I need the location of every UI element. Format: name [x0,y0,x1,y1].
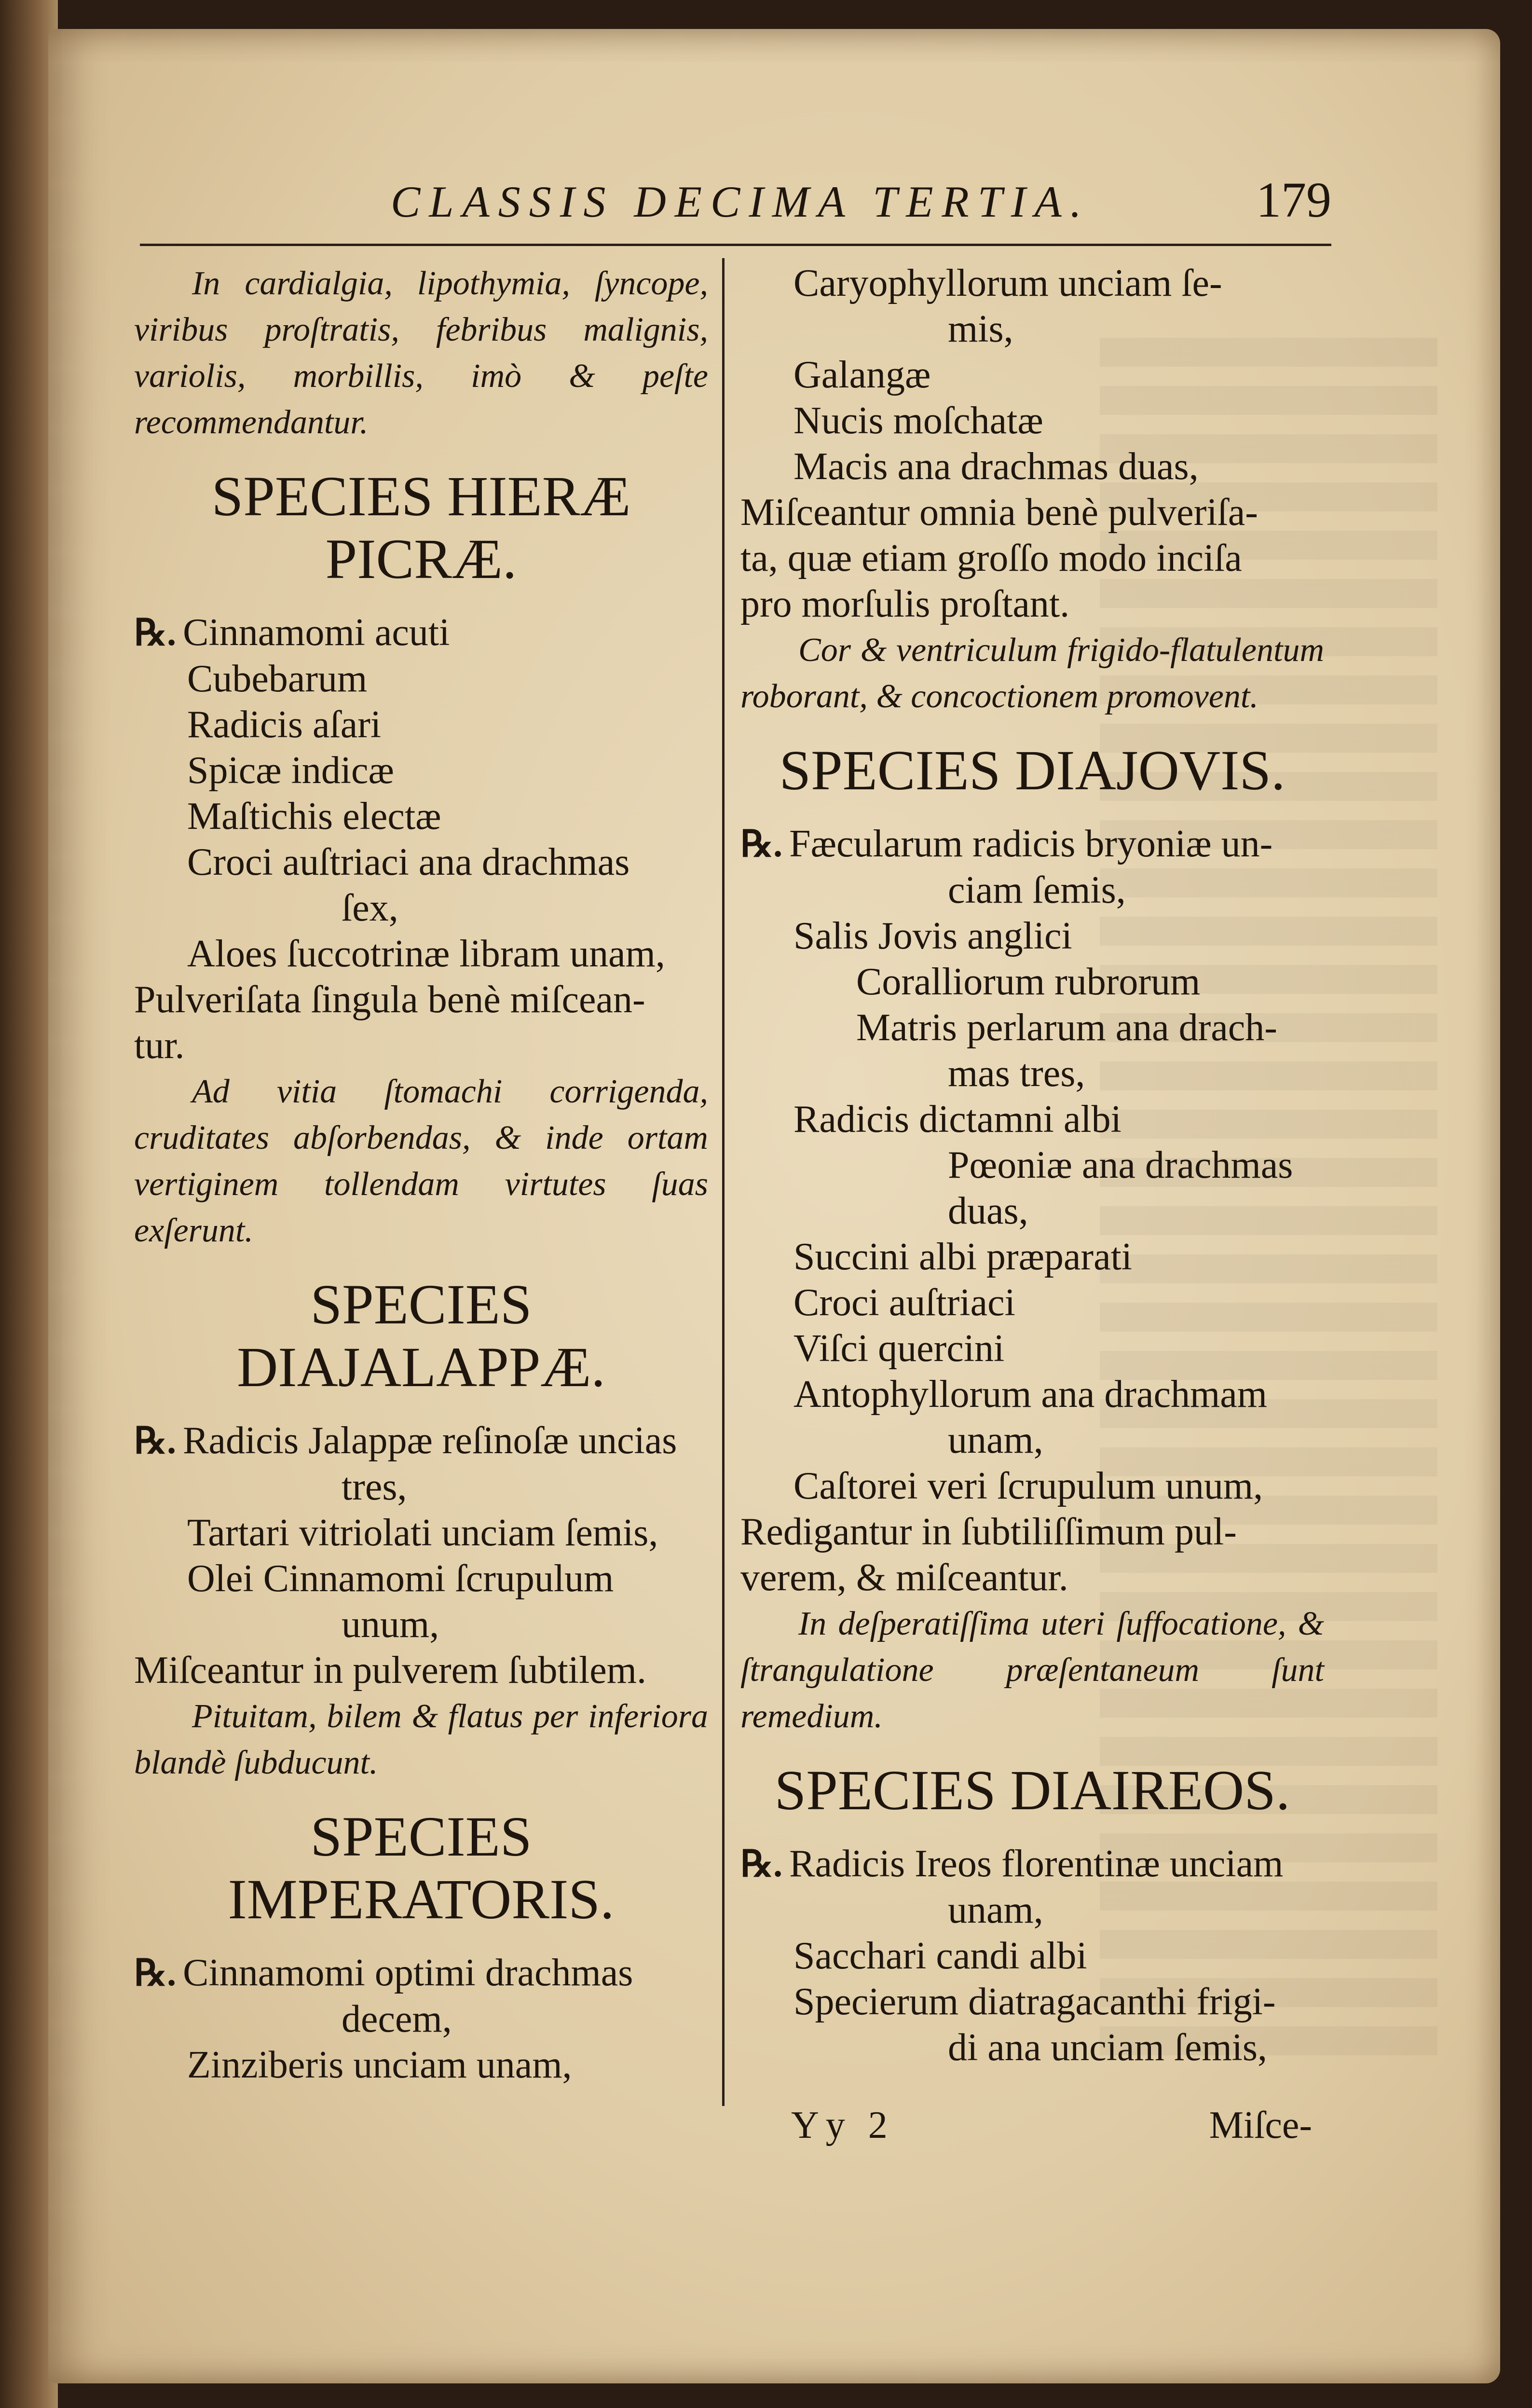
recipe-line-text: Pœoniæ ana drachmas [948,1144,1293,1186]
annotation-text: Cor & ventriculum frigido-flatulentum roborant, & concoctionem promovent. [740,632,1324,715]
recipe-line [740,444,1324,490]
recipe-line-text: Spicæ indicæ [187,749,394,792]
recipe-line [740,1280,1324,1326]
recipe-line-text: di ana unciam ſemis, [948,2026,1268,2069]
catchword: Miſce- [1209,2104,1312,2147]
signature-mark: Yy 2 [791,2104,894,2147]
recipe-line [740,867,1324,913]
recipe-line [740,490,1324,536]
annotation-paragraph [740,1601,1324,1740]
recipe-line-text: duas, [948,1190,1028,1232]
recipe-line-text: Macis ana drachmas duas, [793,445,1199,488]
recipe-line [740,2025,1324,2071]
recipe-line [740,1887,1324,1933]
recipe-line [740,1005,1324,1051]
recipe-line [134,1556,708,1602]
right-column [740,261,1324,2071]
recipe-line [134,702,708,748]
annotation-paragraph [134,261,708,446]
recipe-line [740,1326,1324,1372]
recipe-line-text: Tartari vitriolati unciam ſemis, [187,1512,658,1554]
recipe-line [740,1097,1324,1142]
left-column [134,261,708,2088]
recipe-line [134,1950,708,1996]
recipe-line-text: Croci auſtriaci [793,1281,1015,1324]
recipe-line [134,885,708,931]
recipe-line [740,1841,1324,1887]
recipe-line [740,1933,1324,1979]
recipe-line [740,1142,1324,1188]
recipe-line [134,1602,708,1648]
section-heading: SPECIES DIAJALAPPÆ. [237,1273,605,1399]
recipe-line-text: Radicis Ireos florentinæ unciam [789,1843,1284,1885]
section-heading: SPECIES HIERÆ PICRÆ. [211,465,631,591]
recipe-line-text: ſex, [342,887,398,929]
recipe-line-text: unam, [948,1889,1043,1931]
section-heading: SPECIES DIAJOVIS. [779,739,1286,802]
recipe-line [740,1188,1324,1234]
recipe-line-text: Croci auſtriaci ana drachmas [187,841,630,883]
recipe-symbol: ℞. [134,1421,177,1461]
recipe-line-text: decem, [342,1998,452,2040]
recipe-symbol: ℞. [740,1844,783,1885]
recipe-line [740,398,1324,444]
running-head-title: CLASSIS DECIMA TERTIA. [391,177,1090,226]
column-rule [722,258,725,2106]
recipe-line [740,913,1324,959]
recipe-line [740,959,1324,1005]
recipe-line [134,748,708,794]
recipe-line [134,794,708,839]
recipe-line-text: Specierum diatragacanthi frigi- [793,1981,1276,2023]
recipe-line-text: Radicis Jalappæ reſinoſæ uncias [183,1419,677,1462]
annotation-paragraph [134,1693,708,1786]
page-footer [791,2104,1312,2161]
recipe-line [134,2042,708,2088]
annotation-text: Pituitam, bilem & flatus per inferiora blandè ſubducunt. [134,1698,708,1781]
recipe-line [740,1463,1324,1509]
recipe-line-text: Pulveriſata ſingula benè miſcean- [134,978,645,1021]
recipe-line-text: Viſci quercini [793,1327,1005,1370]
recipe-line-text: Maſtichis electæ [187,795,441,838]
recipe-line [740,1979,1324,2025]
recipe-line-text: tres, [342,1466,407,1508]
recipe-line [134,1996,708,2042]
recipe-line [134,839,708,885]
recipe-line-text: Antophyllorum ana drachmam [793,1373,1267,1416]
annotation-text: In cardialgia, lipothymia, ſyncope, viribus proſtratis, febribus malignis, variolis, morbillis, imò & peſte recommendantur. [134,265,708,441]
recipe-line-text: Fæcularum radicis bryoniæ un- [789,823,1273,865]
recipe-line [134,1418,708,1464]
header-rule [140,244,1331,246]
recipe-line-text: Salis Jovis anglici [793,915,1072,957]
section-heading: SPECIES IMPERATORIS. [228,1805,615,1931]
recipe-line [740,1051,1324,1097]
recipe-line-text: pro morſulis proſtant. [740,583,1070,625]
recipe-line [740,1509,1324,1555]
recipe-line-text: ciam ſemis, [948,869,1126,911]
page-number: 179 [1256,172,1331,228]
recipe-line-text: Zinziberis unciam unam, [187,2044,572,2086]
recipe-symbol: ℞. [134,613,177,653]
recipe-line-text: Caryophyllorum unciam ſe- [793,262,1222,304]
recipe-line-text: Radicis dictamni albi [793,1098,1122,1141]
running-head [140,171,1331,239]
recipe-symbol: ℞. [740,824,783,865]
recipe-line [740,352,1324,398]
recipe-line [134,1648,708,1693]
recipe-line [740,261,1324,306]
recipe-line-text: Matris perlarum ana drach- [856,1006,1277,1049]
recipe-line-text: Galangæ [793,354,931,396]
recipe-line-text: ta, quæ etiam groſſo modo inciſa [740,537,1242,579]
recipe-line [740,581,1324,627]
recipe-line [134,977,708,1023]
recipe-line [134,1510,708,1556]
recipe-line [740,1234,1324,1280]
recipe-line-text: Olei Cinnamomi ſcrupulum [187,1557,614,1600]
annotation-text: Ad vitia ſtomachi corrigenda, cruditates abſorbendas, & inde ortam vertiginem tollendam virtutes ſuas exſerunt. [134,1073,708,1249]
recipe-line [134,931,708,977]
recipe-line [134,610,708,656]
recipe-line-text: verem, & miſceantur. [740,1556,1068,1599]
recipe-line-text: Miſceantur omnia benè pulveriſa- [740,491,1258,534]
annotation-paragraph [740,627,1324,720]
recipe-line [740,821,1324,867]
recipe-line [134,1023,708,1069]
recipe-line [740,1555,1324,1601]
recipe-line [740,1372,1324,1417]
recipe-line [134,1464,708,1510]
recipe-line [740,536,1324,581]
recipe-line-text: Cinnamomi acuti [183,611,450,654]
annotation-text: In deſperatiſſima uteri ſuffocatione, & ſtrangulatione præſentaneum ſunt remedium. [740,1605,1324,1735]
recipe-line-text: Caſtorei veri ſcrupulum unum, [793,1465,1263,1507]
recipe-line-text: Aloes ſuccotrinæ libram unam, [187,933,665,975]
recipe-line-text: Redigantur in ſubtiliſſimum pul- [740,1511,1237,1553]
annotation-paragraph [134,1069,708,1254]
recipe-line-text: Cubebarum [187,658,368,700]
recipe-line-text: unam, [948,1419,1043,1461]
recipe-line [740,306,1324,352]
recipe-line-text: Coralliorum rubrorum [856,961,1201,1003]
recipe-line-text: Radicis aſari [187,703,382,746]
section-heading: SPECIES DIAIREOS. [774,1759,1290,1822]
recipe-line-text: Cinnamomi optimi drachmas [183,1952,633,1994]
recipe-line [740,1417,1324,1463]
recipe-line-text: mas tres, [948,1052,1085,1095]
recipe-line-text: tur. [134,1024,185,1067]
recipe-line-text: Succini albi præparati [793,1236,1133,1278]
recipe-line-text: Miſceantur in pulverem ſubtilem. [134,1649,646,1692]
recipe-symbol: ℞. [134,1953,177,1994]
recipe-line [134,656,708,702]
recipe-line-text: Nucis moſchatæ [793,399,1043,442]
recipe-line-text: mis, [948,308,1013,350]
recipe-line-text: Sacchari candi albi [793,1935,1087,1977]
recipe-line-text: unum, [342,1603,439,1646]
